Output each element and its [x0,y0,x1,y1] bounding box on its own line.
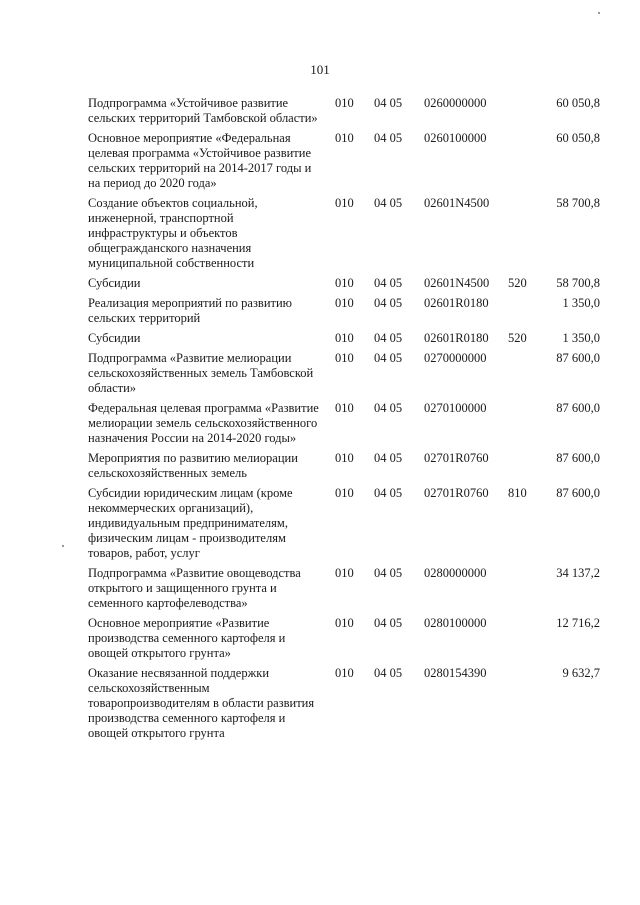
item-name: Субсидии юридическим лицам (кроме некоммерческих организаций), индивидуальным предпринимателям, физическим лицам - производителям товаров, работ, услуг [88,486,293,560]
table-row [88,666,608,741]
ministry-code: 010 [335,401,354,415]
section-code: 04 05 [374,566,403,580]
target-article: 02701R0760 [424,451,489,465]
expense-kind: 520 [508,276,527,290]
scan-speck [62,545,64,547]
amount: 87 600,0 [556,451,600,465]
amount: 87 600,0 [556,351,600,365]
amount: 60 050,8 [556,131,600,145]
amount: 1 350,0 [562,296,600,310]
target-article: 02601R0180 [424,296,489,310]
table-row [88,401,608,446]
table-row [88,351,608,396]
ministry-code: 010 [335,566,354,580]
item-name: Мероприятия по развитию мелиорации сельскохозяйственных земель [88,451,298,480]
amount: 12 716,2 [556,616,600,630]
amount: 58 700,8 [556,196,600,210]
section-code: 04 05 [374,96,403,110]
table-row [88,486,608,561]
section-code: 04 05 [374,296,403,310]
ministry-code: 010 [335,666,354,680]
ministry-code: 010 [335,331,354,345]
section-code: 04 05 [374,331,403,345]
item-name: Реализация мероприятий по развитию сельских территорий [88,296,292,325]
scan-speck [598,12,600,14]
section-code: 04 05 [374,131,403,145]
target-article: 0260000000 [424,96,487,110]
budget-table [88,96,608,741]
amount: 87 600,0 [556,401,600,415]
target-article: 02601R0180 [424,331,489,345]
page-number: 101 [310,62,330,77]
item-name: Подпрограмма «Развитие мелиорации сельскохозяйственных земель Тамбовской области» [88,351,314,395]
table-row [88,451,608,481]
amount: 34 137,2 [556,566,600,580]
section-code: 04 05 [374,401,403,415]
target-article: 0280100000 [424,616,487,630]
expense-kind: 520 [508,331,527,345]
item-name: Основное мероприятие «Федеральная целевая программа «Устойчивое развитие сельских территорий на 2014-2017 годы и на период до 2020 года» [88,131,312,190]
item-name: Федеральная целевая программа «Развитие мелиорации земель сельскохозяйственного назначения России на 2014-2020 годы» [88,401,319,445]
item-name: Оказание несвязанной поддержки сельскохозяйственным товаропроизводителям в области развития производства семенного картофеля и овощей открытого грунта [88,666,315,740]
ministry-code: 010 [335,296,354,310]
ministry-code: 010 [335,131,354,145]
table-row [88,276,608,291]
ministry-code: 010 [335,96,354,110]
item-name: Субсидии [88,276,141,290]
section-code: 04 05 [374,666,403,680]
section-code: 04 05 [374,486,403,500]
target-article: 0270100000 [424,401,487,415]
amount: 60 050,8 [556,96,600,110]
table-row [88,131,608,191]
section-code: 04 05 [374,196,403,210]
item-name: Субсидии [88,331,141,345]
section-code: 04 05 [374,451,403,465]
target-article: 0280000000 [424,566,487,580]
expense-kind: 810 [508,486,527,500]
item-name: Основное мероприятие «Развитие производства семенного картофеля и овощей открытого грунта» [88,616,286,660]
amount: 87 600,0 [556,486,600,500]
target-article: 02701R0760 [424,486,489,500]
ministry-code: 010 [335,196,354,210]
item-name: Подпрограмма «Устойчивое развитие сельских территорий Тамбовской области» [88,96,318,125]
target-article: 02601N4500 [424,276,490,290]
ministry-code: 010 [335,276,354,290]
table-row [88,296,608,326]
table-row [88,196,608,271]
target-article: 0260100000 [424,131,487,145]
table-row [88,96,608,126]
table-row [88,616,608,661]
item-name: Создание объектов социальной, инженерной, транспортной инфраструктуры и объектов общегражданского назначения муниципальной собственности [88,196,258,270]
section-code: 04 05 [374,276,403,290]
target-article: 0280154390 [424,666,487,680]
ministry-code: 010 [335,451,354,465]
amount: 9 632,7 [562,666,600,680]
ministry-code: 010 [335,616,354,630]
section-code: 04 05 [374,351,403,365]
amount: 1 350,0 [562,331,600,345]
ministry-code: 010 [335,351,354,365]
target-article: 0270000000 [424,351,487,365]
item-name: Подпрограмма «Развитие овощеводства открытого и защищенного грунта и семенного картофелеводства» [88,566,301,610]
target-article: 02601N4500 [424,196,490,210]
table-row [88,566,608,611]
ministry-code: 010 [335,486,354,500]
table-row [88,331,608,346]
section-code: 04 05 [374,616,403,630]
amount: 58 700,8 [556,276,600,290]
